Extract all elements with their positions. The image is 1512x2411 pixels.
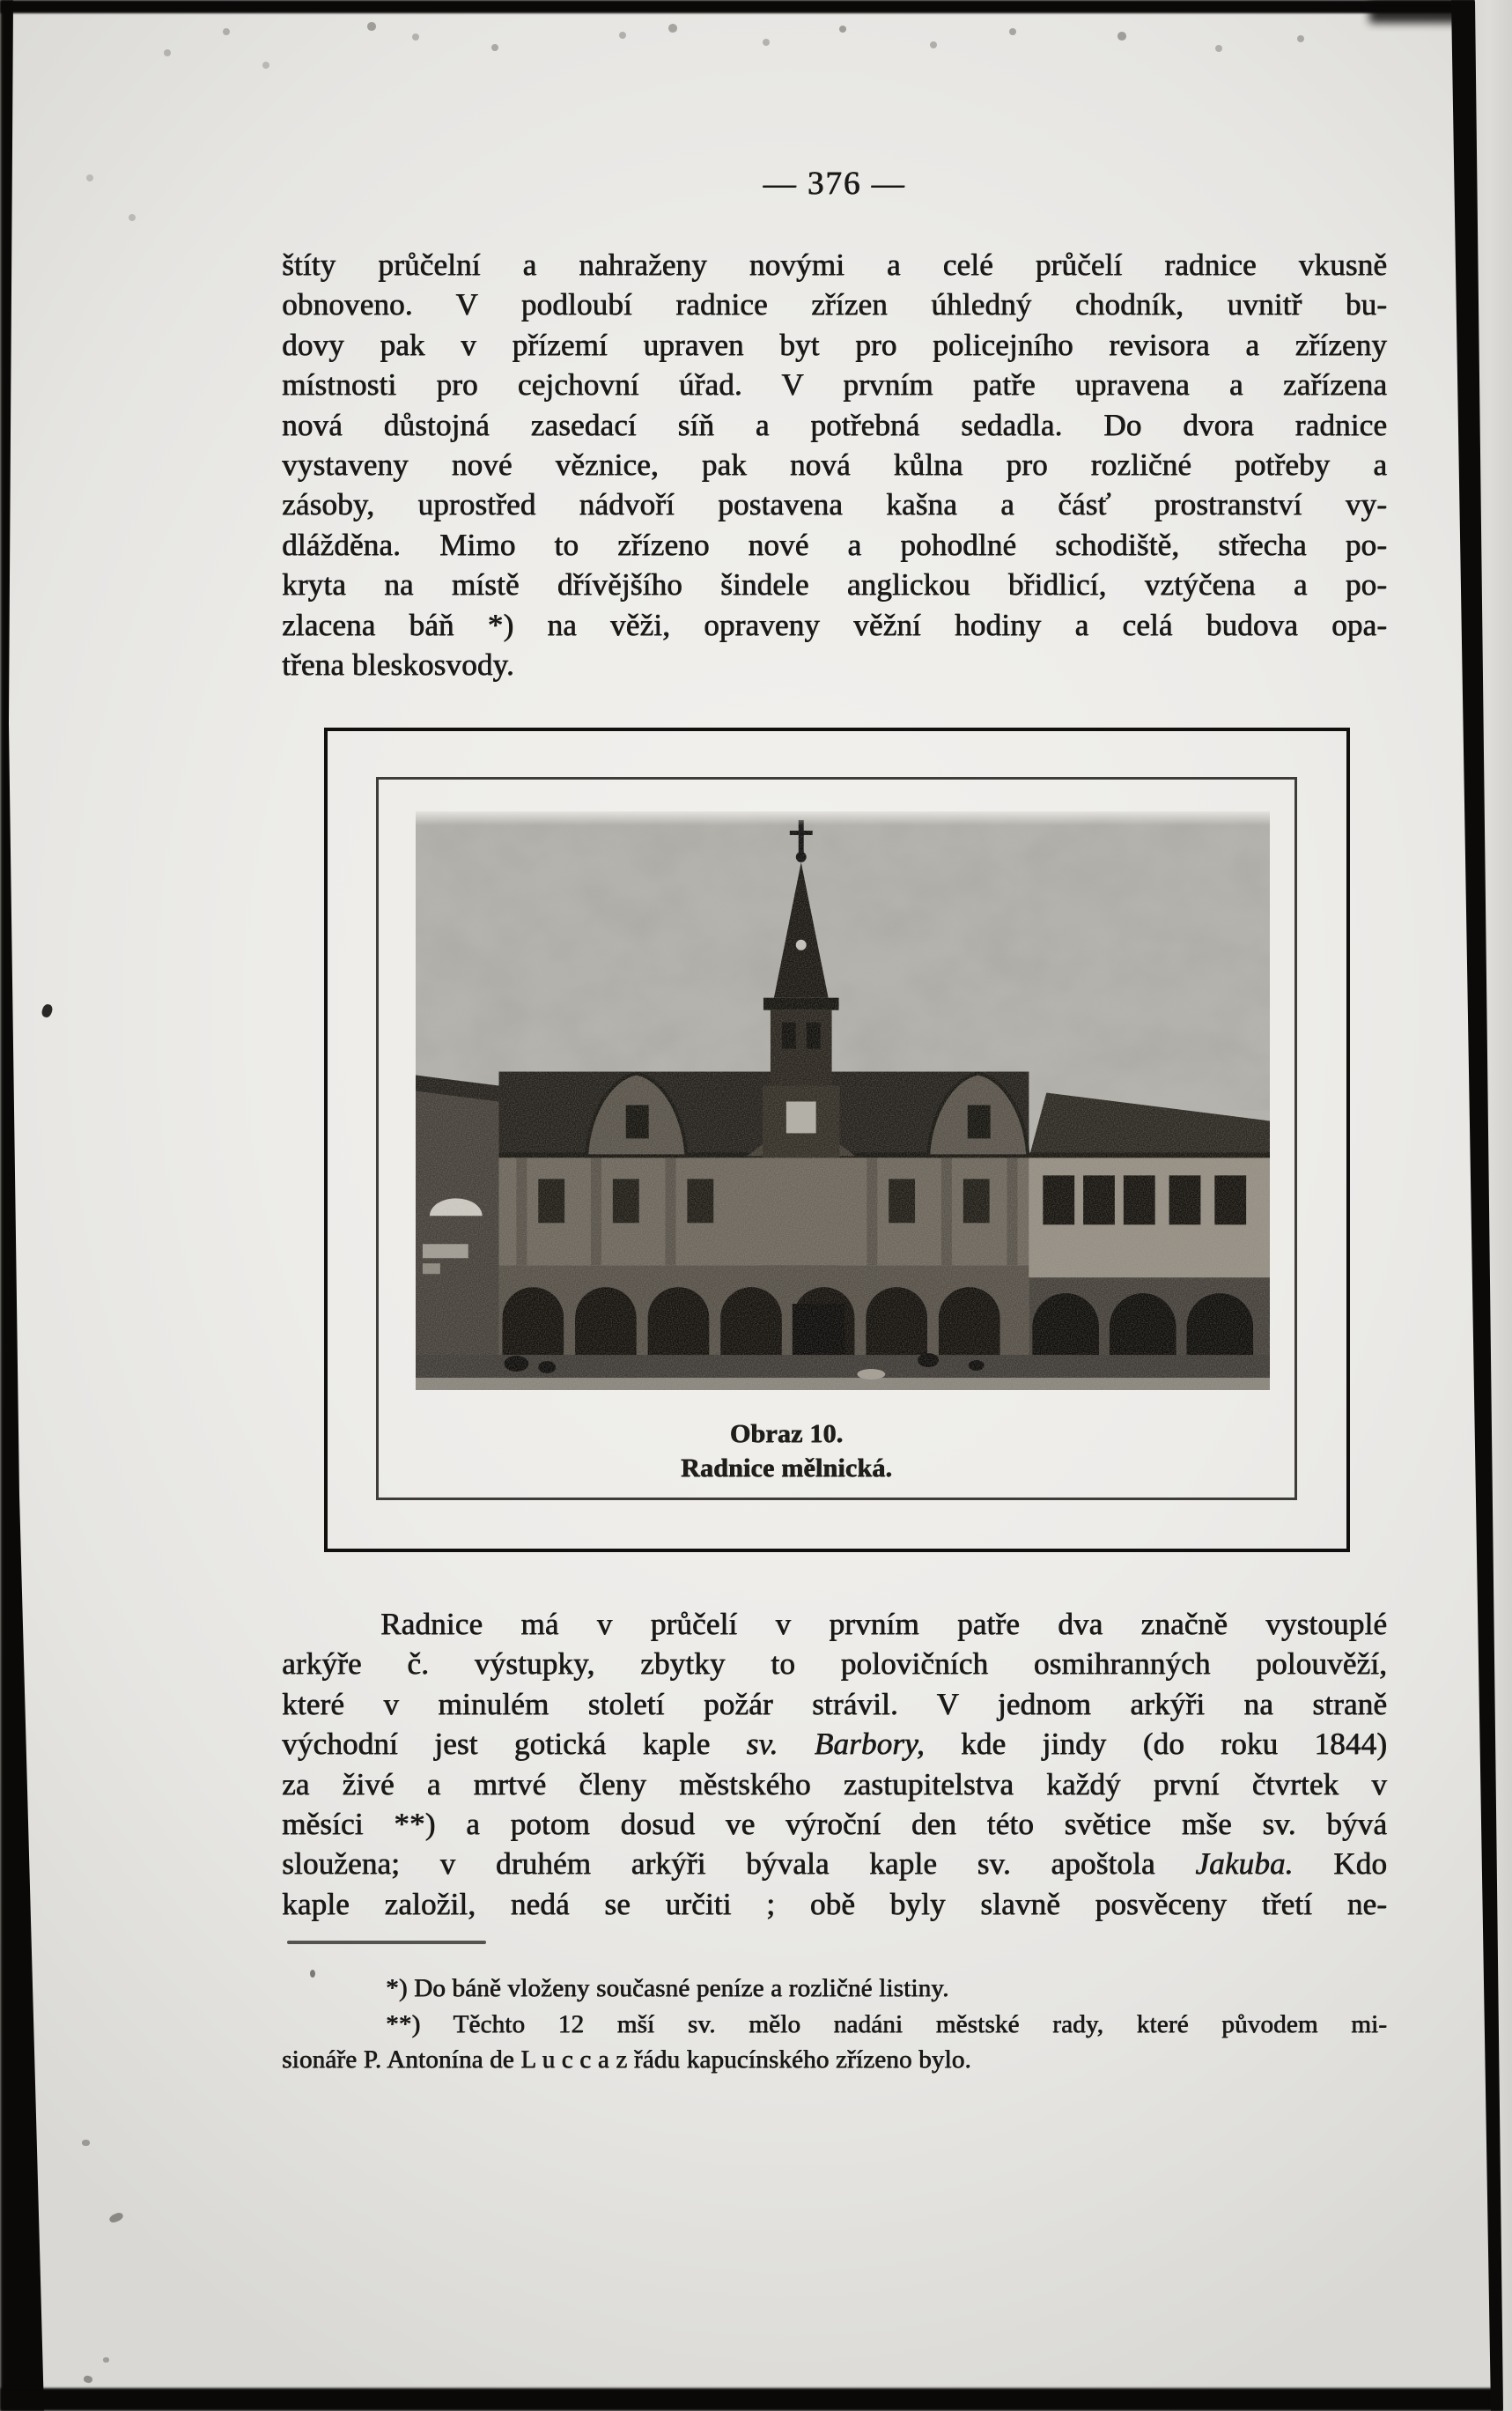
- italic-text: sv. Barbory,: [746, 1727, 925, 1762]
- body-line: měsíci **) a potom dosud ve výroční den této světice mše sv. bývá: [282, 1807, 1387, 1842]
- body-line: třena bleskosvody.: [282, 647, 514, 683]
- body-line: [282, 1844, 1387, 1883]
- ink-speck: [310, 1970, 315, 1978]
- italic-text: Jakuba.: [1195, 1846, 1294, 1882]
- body-line: kryta na místě dřívějšího šindele anglickou břidlicí, vztýčena a po-: [282, 567, 1387, 603]
- scan-border-bottom: [0, 2388, 1512, 2411]
- book-gutter: [1435, 0, 1512, 2411]
- body-line: místnosti pro cejchovní úřad. V prvním patře upravena a zařízena: [282, 367, 1387, 403]
- body-line: štíty průčelní a nahraženy novými a celé průčelí radnice vkusně: [282, 248, 1387, 282]
- ink-speck: [83, 2375, 92, 2384]
- body-line: [282, 1724, 1387, 1764]
- body-line: vystaveny nové věznice, pak nová kůlna pro rozličné potřeby a: [282, 447, 1387, 483]
- town-hall-photo-art: [416, 811, 1270, 1390]
- body-line: zlacena báň *) na věži, opraveny věžní hodiny a celá budova opa-: [282, 607, 1387, 642]
- figure-caption-line-1: Obraz 10.: [729, 1419, 844, 1448]
- footnote-line: *) Do báně vloženy současné peníze a rozličné listiny.: [386, 1974, 949, 2002]
- ink-speck: [103, 2357, 109, 2363]
- paragraph-1: [282, 245, 1387, 684]
- figure-caption: [326, 1416, 1247, 1485]
- body-line: které v minulém století požár strávil. V jednom arkýři na straně: [282, 1686, 1387, 1721]
- body-text: východní jest gotická kaple: [282, 1727, 747, 1762]
- footnotes: [282, 1971, 1387, 2078]
- body-line: dovy pak v přízemí upraven byt pro policejního revisora a zřízeny: [282, 327, 1387, 362]
- body-text: Kdo: [1293, 1846, 1387, 1882]
- body-line: obnoveno. V podloubí radnice zřízen úhledný chodník, uvnitř bu-: [282, 287, 1387, 322]
- ink-speck: [108, 2211, 124, 2224]
- footnote-line: **) Těchto 12 mší sv. mělo nadáni městské rady, které původem mi-: [386, 2009, 1387, 2038]
- body-line: zásoby, uprostřed nádvoří postavena kašna a čásť prostranství vy-: [282, 487, 1387, 522]
- body-line: nová důstojná zasedací síň a potřebná sedadla. Do dvora radnice: [282, 407, 1387, 442]
- body-line: dlážděna. Mimo to zřízeno nové a pohodlné schodiště, střecha po-: [282, 527, 1387, 562]
- body-line: Radnice má v průčelí v prvním patře dva značně vystouplé: [380, 1607, 1387, 1641]
- footnote-line: sionáře P. Antonína de L u c c a z řádu kapucínského zřízeno bylo.: [282, 2045, 971, 2074]
- footnote-separator-rule: [287, 1941, 486, 1944]
- ink-speck: [82, 2140, 90, 2146]
- body-text: kde jindy (do roku 1844): [924, 1727, 1388, 1762]
- scan-speckles: [0, 0, 4, 4]
- scan-border-left: [0, 0, 62, 2411]
- figure-caption-line-2: Radnice mělnická.: [680, 1453, 893, 1483]
- ink-speck: [41, 1003, 54, 1019]
- page-number: — 376 —: [763, 166, 906, 202]
- town-hall-photo: [416, 811, 1270, 1390]
- body-text: sloužena; v druhém arkýři bývala kaple sv. apoštola: [282, 1846, 1196, 1882]
- paragraph-2: [282, 1604, 1387, 1924]
- body-line: kaple založil, nedá se určiti ; obě byly slavně posvěceny třetí ne-: [282, 1886, 1387, 1921]
- scan-border-top: [0, 0, 1512, 13]
- body-line: arkýře č. výstupky, zbytky to polovičních osmihranných polouvěží,: [282, 1646, 1387, 1682]
- body-line: za živé a mrtvé členy městského zastupitelstva každý první čtvrtek v: [282, 1766, 1387, 1801]
